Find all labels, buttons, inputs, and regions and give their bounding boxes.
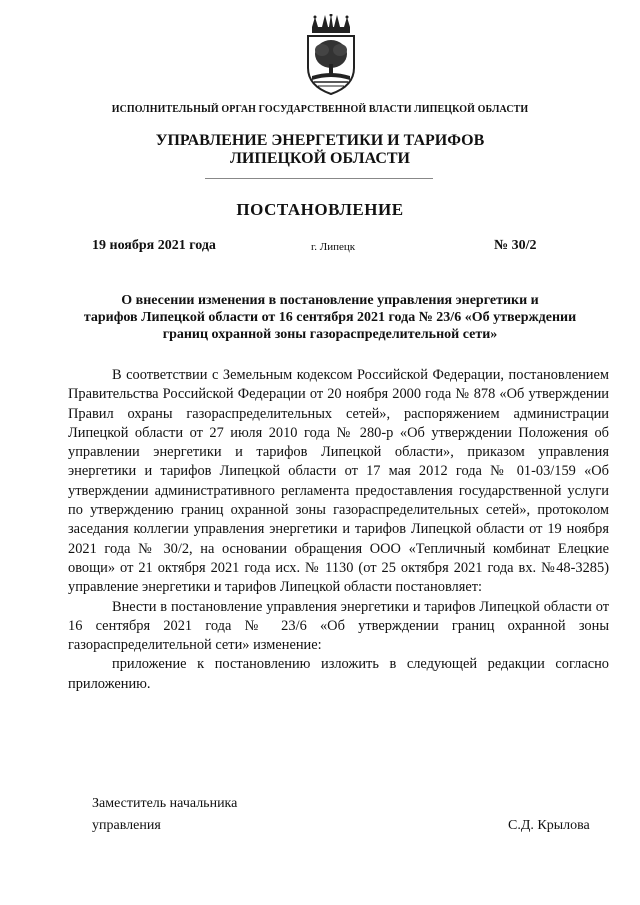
document-type: ПОСТАНОВЛЕНИЕ: [236, 200, 404, 219]
document-subject: [60, 292, 600, 343]
document-date: 19 ноября 2021 года: [92, 238, 216, 253]
body-paragraph-3: приложение к постановлению изложить в следующей редакции согласно приложению.: [68, 656, 609, 692]
document-body: [68, 366, 609, 694]
department-line-1: УПРАВЛЕНИЕ ЭНЕРГЕТИКИ И ТАРИФОВ: [155, 132, 485, 149]
authority-name: ИСПОЛНИТЕЛЬНЫЙ ОРГАН ГОСУДАРСТВЕННОЙ ВЛАСТИ ЛИПЕЦКОЙ ОБЛАСТИ: [111, 104, 529, 115]
signer-name: С.Д. Крылова: [508, 818, 590, 833]
subject-line-2: тарифов Липецкой области от 16 сентября 2021 года № 23/6 «Об утверждении: [83, 310, 577, 325]
subject-line-3: границ охранной зоны газораспределительной сети»: [162, 327, 498, 342]
department-line-2: ЛИПЕЦКОЙ ОБЛАСТИ: [230, 150, 410, 167]
department-name: [0, 132, 640, 168]
document-city: г. Липецк: [311, 241, 356, 253]
header-divider: [205, 178, 433, 179]
body-paragraph-1: В соответствии с Земельным кодексом Российской Федерации, постановлением Правительства Российской Федерации от 20 ноября 2000 года № 878 «Об утверждении Правил охраны газораспределительных сетей», распоряжением администрации Липецкой области от 27 июля 2010 года № 280-р «Об утверждении Положения об управлении энергетики и тарифов Липецкой области», приказом управления энергетики и тарифов Липецкой области от 17 мая 2012 года № 01-03/159 «Об утверждении административного регламента предоставления государственной услуги по утверждению границ охранной зоны газораспределительных сетей», протоколом заседания коллегии управления энергетики и тарифов Липецкой области от 19 ноября 2021 года № 30/2, на основании обращения ООО «Тепличный комбинат Елецкие овощи» от 21 октября 2021 года исх. № 1130 (от 25 октября 2021 года вх. №48-3285) управление энергетики и тарифов Липецкой области постановляет:: [68, 367, 609, 596]
signer-position-line-2: управления: [92, 818, 161, 833]
document-number: № 30/2: [494, 238, 537, 253]
signer-position-line-1: Заместитель начальника: [92, 796, 238, 811]
subject-line-1: О внесении изменения в постановление управления энергетики и: [121, 293, 539, 308]
coat-of-arms-icon: [300, 14, 362, 96]
body-paragraph-2: Внести в постановление управления энергетики и тарифов Липецкой области от 16 сентября 2021 года № 23/6 «Об утверждении границ охранной зоны газораспределительной сети» изменение:: [68, 598, 609, 654]
